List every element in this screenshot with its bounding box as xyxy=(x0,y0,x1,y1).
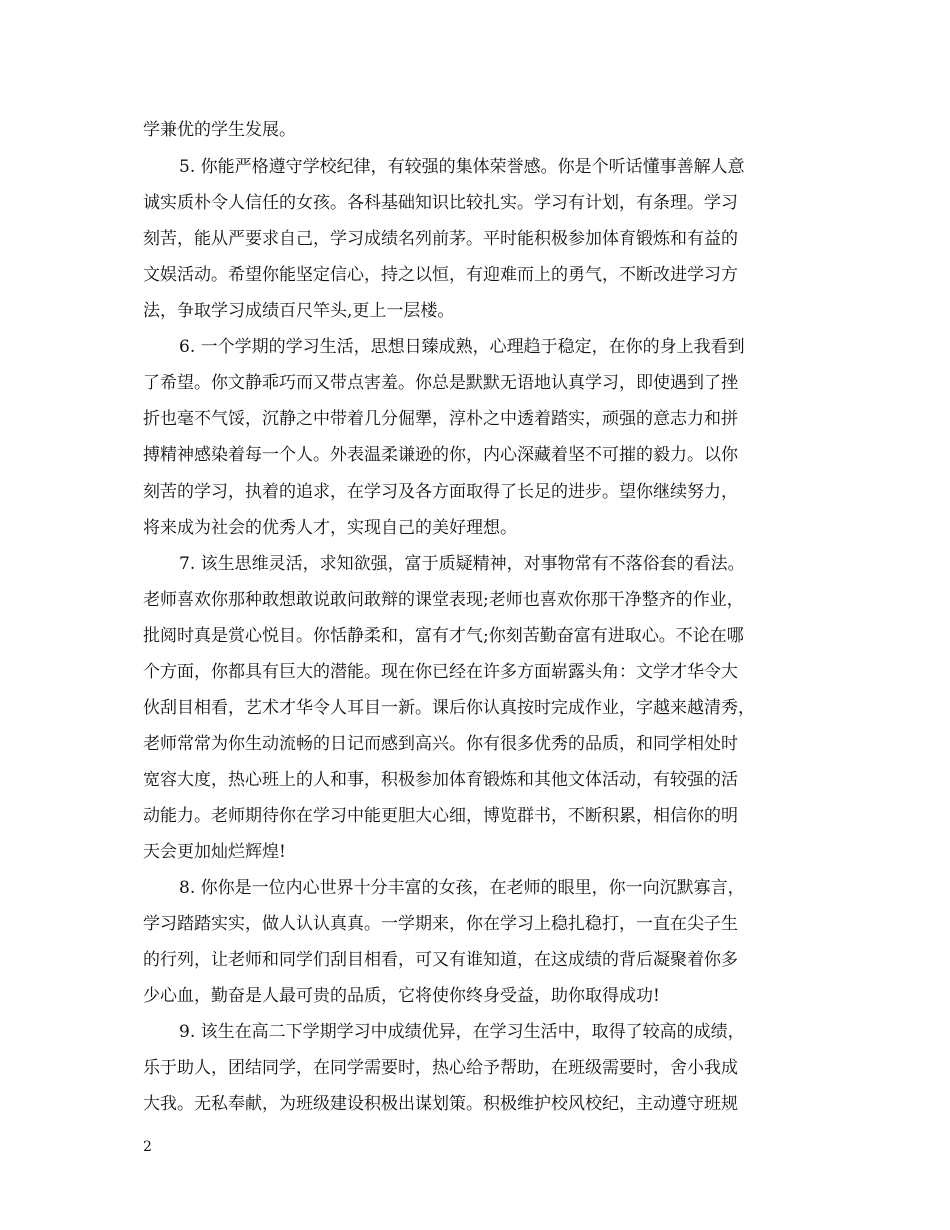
text-line: 伙刮目相看，艺术才华令人耳目一新。课后你认真按时完成作业，字越来越清秀， xyxy=(143,698,755,718)
text-line: 批阅时真是赏心悦目。你恬静柔和，富有才气;你刻苦勤奋富有进取心。不论在哪 xyxy=(143,626,744,646)
text-line: 刻苦，能从严要求自己，学习成绩名列前茅。平时能积极参加体育锻炼和有益的 xyxy=(143,229,738,249)
text-line: 折也毫不气馁，沉静之中带着几分倔犟，淳朴之中透着踏实，顽强的意志力和拼 xyxy=(143,409,738,429)
text-line: 少心血，勤奋是人最可贵的品质，它将使你终身受益，助你取得成功! xyxy=(143,986,660,1006)
paragraph-8-start: 8. 你你是一位内心世界十分丰富的女孩，在老师的眼里，你一向沉默寡言， xyxy=(179,878,745,898)
text-line: 个方面，你都具有巨大的潜能。现在你已经在许多方面崭露头角：文学才华令大 xyxy=(143,662,738,682)
text-line: 老师常常为你生动流畅的日记而感到高兴。你有很多优秀的品质，和同学相处时 xyxy=(143,734,738,754)
text-line: 将来成为社会的优秀人才，实现自己的美好理想。 xyxy=(143,518,517,538)
paragraph-6-start: 6. 一个学期的学习生活，思想日臻成熟，心理趋于稳定，在你的身上我看到 xyxy=(179,337,745,357)
text-line: 了希望。你文静乖巧而又带点害羞。你总是默默无语地认真学习，即使遇到了挫 xyxy=(143,373,738,393)
text-line: 动能力。老师期待你在学习中能更胆大心细，博览群书，不断积累，相信你的明 xyxy=(143,806,738,826)
paragraph-7-start: 7. 该生思维灵活，求知欲强，富于质疑精神，对事物常有不落俗套的看法。 xyxy=(179,554,745,574)
text-line: 法，争取学习成绩百尺竿头,更上一层楼。 xyxy=(143,301,455,321)
text-line: 学兼优的学生发展。 xyxy=(143,120,296,140)
text-line: 的行列，让老师和同学们刮目相看，可又有谁知道，在这成绩的背后凝聚着你多 xyxy=(143,950,738,970)
text-line: 搏精神感染着每一个人。外表温柔谦逊的你，内心深藏着坚不可摧的毅力。以你 xyxy=(143,445,738,465)
page-number: 2 xyxy=(143,1139,152,1155)
text-line: 老师喜欢你那种敢想敢说敢问敢辩的课堂表现;老师也喜欢你那干净整齐的作业， xyxy=(143,590,744,610)
text-line: 天会更加灿烂辉煌! xyxy=(143,842,286,862)
text-line: 诚实质朴令人信任的女孩。各科基础知识比较扎实。学习有计划，有条理。学习 xyxy=(143,193,738,213)
text-line: 学习踏踏实实，做人认认真真。一学期来，你在学习上稳扎稳打，一直在尖子生 xyxy=(143,914,738,934)
text-line: 宽容大度，热心班上的人和事，积极参加体育锻炼和其他文体活动，有较强的活 xyxy=(143,770,738,790)
text-line: 大我。无私奉献，为班级建设积极出谋划策。积极维护校风校纪，主动遵守班规 xyxy=(143,1094,738,1114)
text-line: 文娱活动。希望你能坚定信心，持之以恒，有迎难而上的勇气，不断改进学习方 xyxy=(143,265,738,285)
text-line: 刻苦的学习，执着的追求，在学习及各方面取得了长足的进步。望你继续努力， xyxy=(143,482,738,502)
paragraph-5-start: 5. 你能严格遵守学校纪律，有较强的集体荣誉感。你是个听话懂事善解人意 xyxy=(179,157,745,177)
paragraph-9-start: 9. 该生在高二下学期学习中成绩优异，在学习生活中，取得了较高的成绩， xyxy=(179,1022,745,1042)
text-line: 乐于助人，团结同学，在同学需要时，热心给予帮助，在班级需要时，舍小我成 xyxy=(143,1058,738,1078)
